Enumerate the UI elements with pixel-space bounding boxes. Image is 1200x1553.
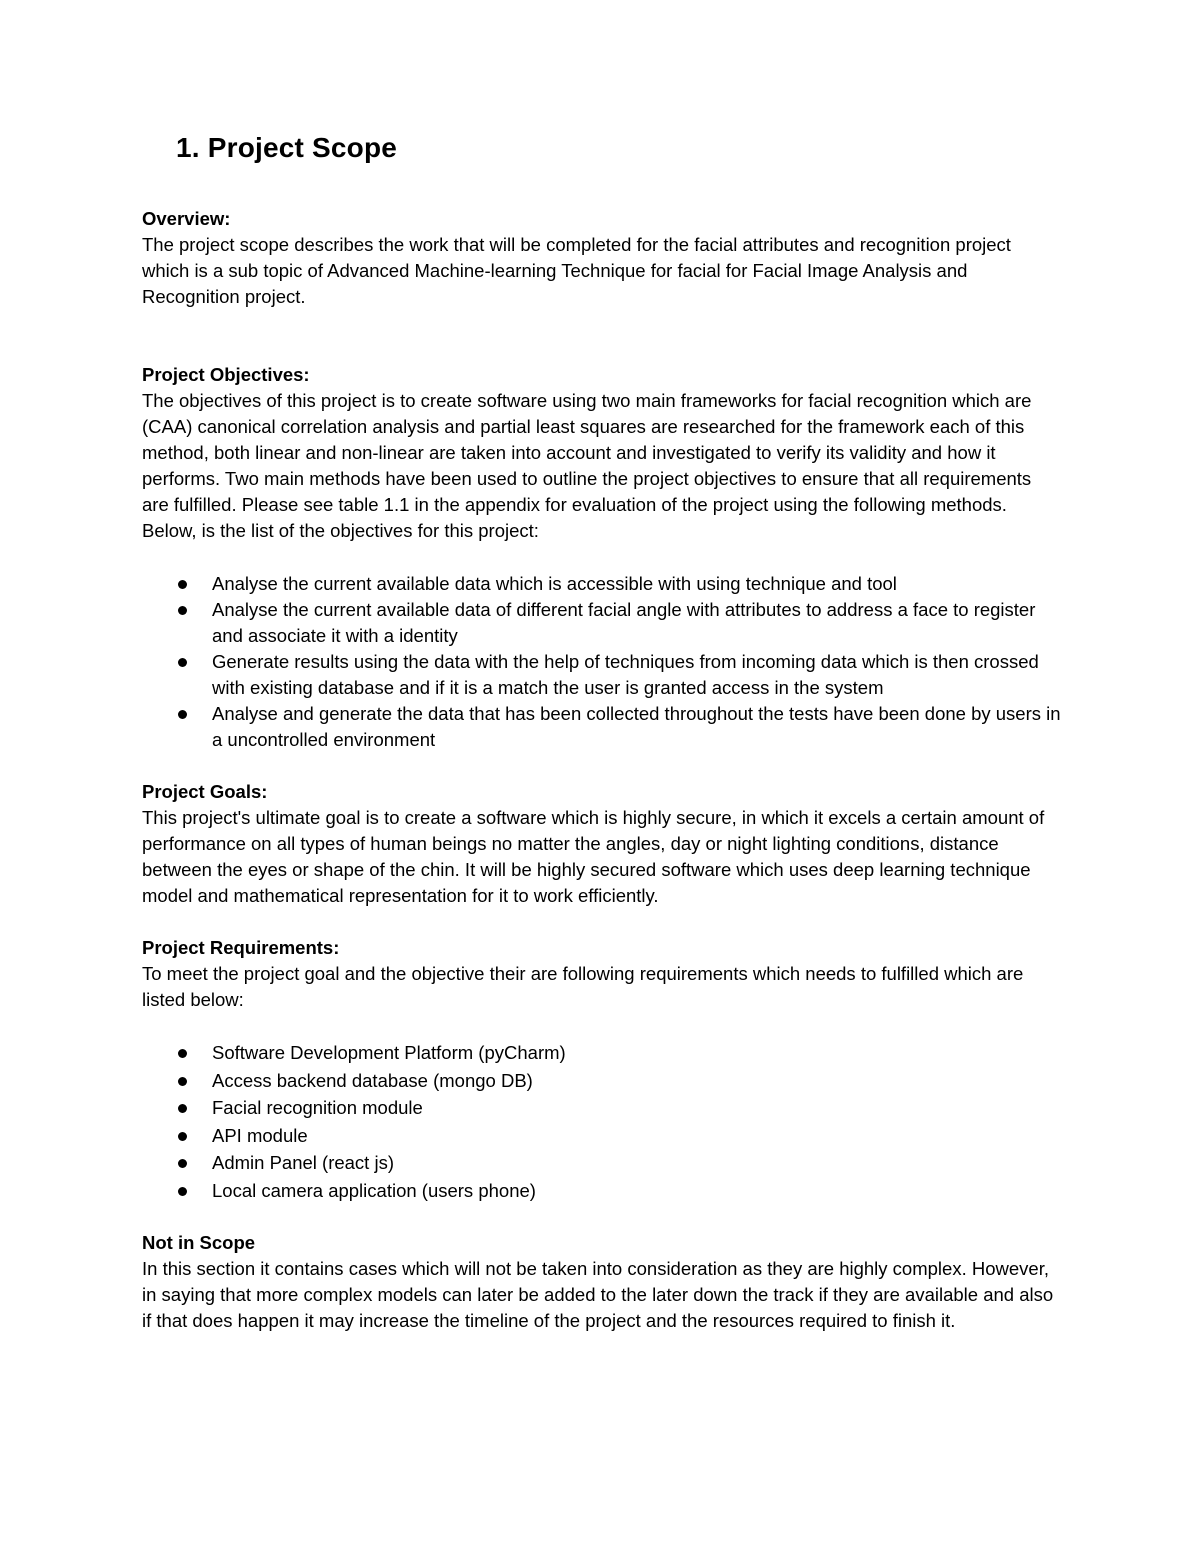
objectives-section [142,362,1062,753]
bullet-icon [178,1049,187,1058]
list-item [142,1094,1062,1122]
list-item [142,1039,1062,1067]
objectives-text: The objectives of this project is to create software using two main frameworks for facial recognition which are (CAA) canonical correlation analysis and partial least squares are researched for the framework each of this method, both linear and non-linear are taken into account and investigated to verify its validity and how it performs. Two main methods have been used to outline the project objectives to ensure that all requirements are fulfilled. Please see table 1.1 in the appendix for evaluation of the project using the following methods. Below, is the list of the objectives for this project: [142,390,1032,541]
bullet-icon [178,1104,187,1113]
bullet-icon [178,606,187,615]
list-item-text: Analyse the current available data of different facial angle with attributes to address a face to register and associate it with a identity [212,599,1036,646]
list-item [142,701,1062,753]
bullet-icon [178,1159,187,1168]
overview-heading: Overview: [142,208,231,229]
not-in-scope-section [142,1230,1062,1334]
requirements-heading: Project Requirements: [142,937,340,958]
list-item [142,597,1062,649]
list-item-text: Local camera application (users phone) [212,1179,536,1201]
bullet-icon [178,1132,187,1141]
list-item [142,571,1062,597]
list-item-text: Admin Panel (react js) [212,1152,394,1173]
list-item [142,649,1062,701]
list-item-text: Facial recognition module [212,1097,423,1118]
requirements-text: To meet the project goal and the objective their are following requirements which needs to fulfilled which are listed below: [142,963,1024,1010]
objectives-heading: Project Objectives: [142,364,310,385]
list-item-text: Analyse the current available data which is accessible with using technique and tool [212,573,897,594]
bullet-icon [178,1077,187,1086]
bullet-icon [178,658,187,667]
list-item [142,1067,1062,1095]
bullet-icon [178,1187,187,1196]
goals-text: This project's ultimate goal is to create a software which is highly secure, in which it excels a certain amount of performance on all types of human beings no matter the angles, day or night lighting conditions, distance between the eyes or shape of the chin. It will be highly secured software which uses deep learning technique model and mathematical representation for it to work efficiently. [142,807,1045,906]
overview-section [142,206,1062,310]
list-item-text: Generate results using the data with the help of techniques from incoming data which is then crossed with existing database and if it is a match the user is granted access in the system [212,651,1039,698]
not-in-scope-heading: Not in Scope [142,1232,256,1253]
list-item [142,1122,1062,1150]
list-item-text: Software Development Platform (pyCharm) [212,1042,566,1063]
list-item [142,1149,1062,1177]
requirements-list [142,1039,1062,1204]
objectives-list [142,571,1062,753]
bullet-icon [178,710,187,719]
goals-heading: Project Goals: [142,781,268,802]
requirements-section [142,935,1062,1204]
goals-section [142,779,1062,909]
list-item-text: Analyse and generate the data that has been collected throughout the tests have been done by users in a uncontrolled environment [212,703,1061,750]
bullet-icon [178,580,187,589]
list-item-text: API module [212,1124,308,1146]
overview-text: The project scope describes the work that will be completed for the facial attributes and recognition project which is a sub topic of Advanced Machine-learning Technique for facial for Facial Image Analysis and Recognition project. [142,234,1011,307]
page-title: 1. Project Scope [176,132,398,163]
list-item-text: Access backend database (mongo DB) [212,1069,533,1091]
not-in-scope-text: In this section it contains cases which will not be taken into consideration as they are highly complex. However, in saying that more complex models can later be added to the later down the track if they are available and also if that does happen it may increase the timeline of the project and the resources required to finish it. [142,1258,1054,1331]
document-page [142,128,1062,1334]
list-item [142,1177,1062,1205]
